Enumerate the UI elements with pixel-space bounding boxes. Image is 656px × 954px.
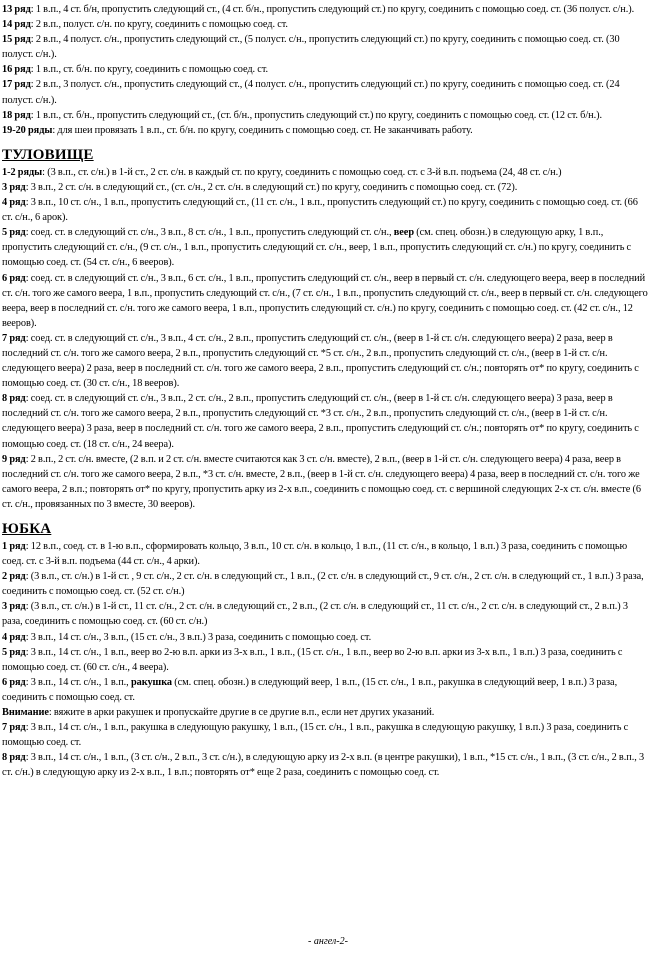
row-label: 7 ряд — [2, 722, 26, 734]
row-text: : 2 в.п., полуст. с/н. по кругу, соединить с помощью соед. ст. — [30, 19, 288, 31]
row-text: : соед. ст. в следующий ст. с/н., 3 в.п., 2 ст. с/н., 2 в.п., пропустить следующий ст. с/н., (веер в 1-й ст. с/н. следующего веера) 3 раза, веер в последний ст. с/н. того же самого веера, 2 в.п., пропустить следующий ст. *3 ст. с/н., 2 в.п., пропустить следующий ст. с/н., (веер в 1-й ст. с/н. следующего веера) 3 раза, веер в последний ст. с/н. того же самого веера, 2 в.п., пропустить следующий ст. с/н.; повторять от* по кругу, соединить с помощью соед. ст. (18 ст. с/н., 24 веера). — [2, 393, 639, 450]
instruction-row — [2, 2, 648, 17]
instruction-row — [2, 180, 648, 195]
instruction-row — [2, 331, 648, 391]
page-footer: - ангел-2- — [308, 936, 348, 947]
row-text: : соед. ст. в следующий ст. с/н., 3 в.п., 8 ст. с/н., 1 в.п., пропустить следующий ст. с/н., — [25, 227, 394, 239]
row-label: 3 ряд — [2, 181, 26, 193]
row-label: 9 ряд — [2, 453, 26, 465]
row-text: : (3 в.п., ст. с/н.) в 1-й ст. , 9 ст. с/н., 2 ст. с/н. в следующий ст., 1 в.п., (2 ст. с/н. в следующий ст., 9 ст. с/н., 2 ст. с/н. в следующий ст., 1 в.п.) 3 раза, соединить с помощью соед. ст. (52 ст. с/н.) — [2, 571, 644, 598]
row-label: 4 ряд — [2, 197, 26, 209]
section-heading-skirt: ЮБКА — [2, 521, 52, 537]
row-text: : 3 в.п., 14 ст. с/н., 1 в.п., — [25, 676, 131, 688]
row-label: 8 ряд — [2, 393, 26, 405]
row-label: 2 ряд — [2, 571, 26, 583]
row-label: 6 ряд — [2, 676, 26, 688]
row-label: 16 ряд — [2, 64, 31, 76]
row-text: : 12 в.п., соед. ст. в 1-ю в.п., сформировать кольцо, 3 в.п., 10 ст. с/н. в кольцо, 1 в.п., (11 ст. с/н., в кольцо, 1 в.п.) 3 раза, соединить с помощью соед. ст. с 3-й в.п. подъема (44 ст. с/н., 4 арки). — [2, 541, 628, 568]
instruction-row — [2, 675, 648, 705]
row-label: 1-2 ряды — [2, 166, 43, 178]
stitch-term: веер — [393, 227, 414, 239]
row-label: 1 ряд — [2, 541, 26, 552]
instruction-row — [2, 17, 648, 32]
instruction-row — [2, 32, 648, 62]
row-text: : 3 в.п., 2 ст. с/н. в следующий ст., (ст. с/н., 2 ст. с/н. в следующий ст.) по кругу, соединить с помощью соед. ст. (72). — [25, 181, 518, 193]
row-text: : 2 в.п., 4 полуст. с/н., пропустить следующий ст., (5 полуст. с/н., пропустить следующий ст.) по кругу, соединить с помощью соед. ст. (30 полуст. с/н.). — [2, 34, 620, 61]
row-text: : соед. ст. в следующий ст. с/н., 3 в.п., 4 ст. с/н., 2 в.п., пропустить следующий ст. с/н., (веер в 1-й ст. с/н. следующего веера) 2 раза, веер в последний ст. с/н. того же самого веера, 2 в.п., пропустить следующий ст. *5 ст. с/н., 2 в.п., пропустить следующий ст. с/н., (веер в 1-й ст. с/н. следующего веера) 2 раза, веер в последний ст. с/н. того же самого веера, 2 в.п., пропустить следующий ст. с/н.; повторять от* по кругу, соединить с помощью соед. ст. (30 ст. с/н., 18 вееров). — [2, 332, 639, 390]
row-text-continued: (см. спец. обозн.) в следующую арку, 1 в.п., пропустить следующий ст. с/н., (9 ст. с/н., 1 в.п., пропустить следующий ст. с/н., веер, 1 в.п., пропустить следующий ст. с/н.) по кругу, соединить с помощью соед. ст. (54 ст. с/н., 6 вееров). — [2, 227, 632, 269]
instruction-row — [2, 108, 648, 123]
row-label: 7 ряд — [2, 332, 26, 344]
instruction-row — [2, 391, 648, 451]
row-label: 14 ряд — [2, 19, 31, 31]
row-label: 18 ряд — [2, 109, 31, 121]
row-text-continued: (см. спец. обозн.) в следующий веер, 1 в.п., (15 ст. с/н., 1 в.п., ракушка в следующий веер, 1 в.п.) 3 раза, соединить с помощью соед. ст. — [2, 676, 618, 703]
row-text: : 2 в.п., 2 ст. с/н. вместе, (2 в.п. и 2 ст. с/н. вместе считаются как 3 ст. с/н. вместе), 2 в.п., (веер в 1-й ст. с/н. следующего веера) 4 раза, веер в последний ст. с/н. того же самого веера, 2 в.п., *3 ст. с/н. вместе, 2 в.п., (веер в 1-й ст. с/н. следующего веера) 4 раза, веер в последний ст. с/н. того же самого веера, 2 в.п.; повторять от* по кругу, пропустить арку из 2-х в.п., соединить с помощью соед. ст. с вершиной следующих 2-х ст. с/н. вместе (6 ст. с/н., провязанных по 3 вместе, 30 вееров). — [2, 453, 641, 510]
stitch-term: ракушка — [130, 676, 173, 688]
row-label: 8 ряд — [2, 752, 26, 764]
row-label: 17 ряд — [2, 79, 31, 91]
row-text: : для шеи провязать 1 в.п., ст. б/н. по кругу, соединить с помощью соед. ст. Не заканчивать работу. — [52, 124, 473, 136]
row-label: 15 ряд — [2, 34, 31, 46]
instruction-row — [2, 62, 648, 77]
row-text: : соед. ст. в следующий ст. с/н., 3 в.п., 6 ст. с/н., 1 в.п., пропустить следующий ст. с/н., веер в первый ст. с/н. следующего веера, веер в последний ст. с/н. того же самого веера, 1 в.п., пропустить следующий ст. с/н., (7 ст. с/н., 1 в.п., пропустить следующий ст. с/н., веер в первый ст. с/н. следующего веера, веер в последний ст. с/н. того же самого веера, 1 в.п., пропустить следующий ст. с/н.) по кругу, соединить с помощью соед. ст. (42 ст. с/н., 12 вееров). — [2, 272, 648, 329]
row-label: 6 ряд — [2, 272, 26, 284]
instruction-row — [2, 225, 648, 270]
section-heading-torso: ТУЛОВИЩЕ — [2, 146, 94, 163]
instruction-row — [2, 720, 648, 750]
instruction-row — [2, 123, 648, 138]
row-text: : 3 в.п., 14 ст. с/н., 1 в.п., (3 ст. с/н., 2 в.п., 3 ст. с/н.), в следующую арку из 2-х в.п. (в центре ракушки), 1 в.п., *15 ст. с/н., 1 в.п., (3 ст. с/н., 2 в.п., 3 ст. с/н.) в следующую арку из 2-х в.п., 1 в.п.; повторять от* еще 2 раза, соединить с помощью соед. ст. — [2, 752, 645, 779]
row-text: : 1 в.п., ст. б/н., пропустить следующий ст., (ст. б/н., пропустить следующий ст.) по кругу, соединить с помощью соед. ст. (12 ст. б/н.). — [30, 109, 603, 121]
instruction-row — [2, 539, 648, 569]
instruction-row — [2, 705, 648, 720]
row-label: 5 ряд — [2, 227, 26, 239]
row-text: : вяжите в арки ракушек и пропускайте другие в се другие в.п., если нет других указаний. — [48, 707, 435, 719]
row-label: 19-20 ряды — [2, 124, 53, 136]
instruction-row — [2, 77, 648, 107]
instruction-row — [2, 599, 648, 629]
row-text: : 2 в.п., 3 полуст. с/н., пропустить следующий ст., (4 полуст. с/н., пропустить следующий ст.) по кругу, соединить с помощью соед. ст. (24 полуст. с/н.). — [2, 79, 620, 106]
document-body — [2, 2, 648, 781]
row-label: 3 ряд — [2, 601, 26, 613]
row-text: : 3 в.п., 14 ст. с/н., 3 в.п., (15 ст. с/н., 3 в.п.) 3 раза, соединить с помощью соед. ст. — [25, 631, 372, 643]
row-text: : 3 в.п., 10 ст. с/н., 1 в.п., пропустить следующий ст., (11 ст. с/н., 1 в.п., пропустить следующий ст.) по кругу, соединить с помощью соед. ст. (66 ст. с/н., 6 арок). — [2, 197, 638, 224]
row-text: : 3 в.п., 14 ст. с/н., 1 в.п., веер во 2-ю в.п. арки из 3-х в.п., 1 в.п., (15 ст. с/н., 1 в.п., веер во 2-ю в.п. арки из 3-х в.п., 1 в.п.) 3 раза, соединить с помощью соед. ст. (60 ст. с/н., 4 веера). — [2, 646, 623, 673]
instruction-row — [2, 271, 648, 331]
row-label: 4 ряд — [2, 631, 26, 643]
instruction-row — [2, 165, 648, 180]
row-text: : 3 в.п., 14 ст. с/н., 1 в.п., ракушка в следующую ракушку, 1 в.п., (15 ст. с/н., 1 в.п., ракушка в следующую ракушку, 1 в.п.) 3 раза, соединить с помощью соед. ст. — [2, 722, 629, 749]
instruction-row — [2, 645, 648, 675]
row-text: : (3 в.п., ст. с/н.) в 1-й ст., 2 ст. с/н. в каждый ст. по кругу, соединить с помощью соед. ст. с 3-й в.п. подъема (24, 48 ст. с/н.) — [42, 166, 562, 178]
row-label: 5 ряд — [2, 646, 26, 658]
instruction-row — [2, 750, 648, 780]
instruction-row — [2, 452, 648, 512]
row-label: 13 ряд — [2, 4, 31, 15]
instruction-row — [2, 195, 648, 225]
row-text: : 1 в.п., ст. б/н. по кругу, соединить с помощью соед. ст. — [30, 64, 269, 76]
row-text: : 1 в.п., 4 ст. б/н, пропустить следующий ст., (4 ст. б/н., пропустить следующий ст.) по кругу, соединить с помощью соед. ст. (36 полуст. с/н.). — [30, 4, 635, 15]
row-label: Внимание — [2, 707, 49, 719]
instruction-row — [2, 630, 648, 645]
instruction-row — [2, 569, 648, 599]
row-text: : (3 в.п., ст. с/н.) в 1-й ст., 11 ст. с/н., 2 ст. с/н. в следующий ст., 2 в.п., (2 ст. с/н. в следующий ст., 11 ст. с/н., 2 ст. с/н. в следующий ст., 2 в.п.) 3 раза, соединить с помощью соед. ст. (60 ст. с/н.) — [2, 601, 629, 628]
